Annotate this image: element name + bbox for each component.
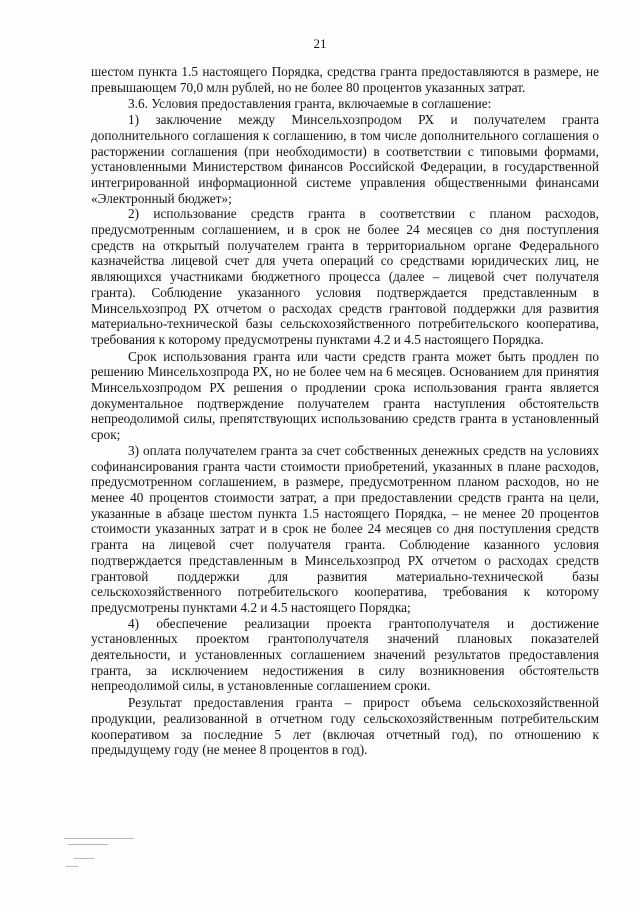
paragraph-condition-4: 4) обеспечение реализации проекта грантополучателя и достижение установленных проектом грантополучателя значений плановых показателей деятельности, и установленных соглашением значений результатов предоставления гранта, за исключением недостижения в силу возникновения обстоятельств непреодолимой силы, в установленные соглашением сроки. bbox=[91, 615, 599, 694]
page-number: 21 bbox=[313, 36, 327, 51]
paragraph-extension: Срок использования гранта или части средств гранта может быть продлен по решению Минсельхозпрода РХ, но не более чем на 6 месяцев. Основанием для принятия Минсельхозпродом РХ решения о продлении срока использования гранта является документальное подтверждение получателем гранта наступления обстоятельств непреодолимой силы, препятствующих использованию средств гранта в установленный срок; bbox=[91, 348, 599, 443]
paragraph-continuation: шестом пункта 1.5 настоящего Порядка, средства гранта предоставляются в размере, не превышающем 70,0 млн рублей, но не более 80 процентов указанных затрат. bbox=[91, 64, 599, 95]
paragraph-condition-1: 1) заключение между Минсельхозпродом РХ и получателем гранта дополнительного соглашения к соглашению, в том числе дополнительного соглашения о расторжении соглашения (при необходимости) в соответствии с типовыми формами, установленными Министерством финансов Российской Федерации, в государственной интегрированной информационной системе управления общественными финансами «Электронный бюджет»; bbox=[91, 112, 599, 206]
paragraph-section-3-6: 3.6. Условия предоставления гранта, включаемые в соглашение: bbox=[128, 96, 492, 112]
paragraph-condition-3: 3) оплата получателем гранта за счет собственных денежных средств на условиях софинансирования гранта части стоимости приобретений, указанных в плане расходов, предусмотренном соглашением, в размере, предусмотренном планом расходов, но не менее 40 процентов стоимости затрат, а при предоставлении средств гранта на цели, указанные в абзаце шестом пункта 1.5 настоящего Порядка, – не менее 20 процентов стоимости указанных затрат и в срок не более 24 месяцев со дня поступления средств гранта на лицевой счет получателя гранта. Соблюдение казанного условия подтверждается представленным в Минсельхозпрод РХ отчетом о расходах средств грантовой поддержки для развития материально-технической базы сельскохозяйственного потребительского кооператива, требования к которому предусмотрены пунктами 4.2 и 4.5 настоящего Порядка; bbox=[91, 442, 599, 615]
paragraph-result: Результат предоставления гранта – прирост объема сельскохозяйственной продукции, реализованной в отчетном году сельскохозяйственным потребительским кооперативом за последние 5 лет (включая отчетный год), по отношению к предыдущему году (не менее 8 процентов в год). bbox=[91, 695, 599, 758]
document-body bbox=[91, 64, 599, 758]
paragraph-condition-2: 2) использование средств гранта в соответствии с планом расходов, предусмотренным соглашением, и в срок не более 24 месяцев со дня поступления средств на открытый получателем гранта в территориальном органе Федерального казначейства лицевой счет для учета операций со средствами юридических лиц, не являющихся участниками бюджетного процесса (далее – лицевой счет получателя гранта). Соблюдение указанного условия подтверждается представленным в Минсельхозпрод РХ отчетом о расходах средств грантовой поддержки для развития материально-технической базы сельскохозяйственного потребительского кооператива, требования к которому предусмотрены пунктами 4.2 и 4.5 настоящего Порядка. bbox=[91, 206, 599, 347]
scan-artifact bbox=[64, 832, 154, 872]
